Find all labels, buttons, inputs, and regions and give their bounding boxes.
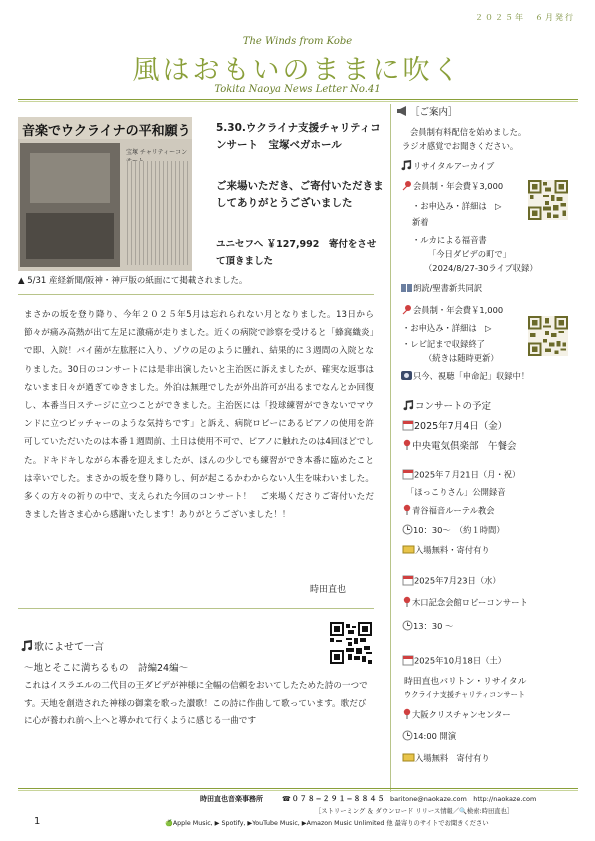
concert-4-subtitle: ウクライナ支援チャリティコンサート bbox=[404, 690, 526, 699]
footer-divider bbox=[18, 788, 578, 789]
book-icon bbox=[400, 283, 413, 295]
archive-new: 新着 bbox=[412, 217, 429, 227]
concert-photo bbox=[20, 143, 120, 267]
concert-2-venue-text: 青谷福音ルーテル教会 bbox=[412, 505, 495, 516]
concert-4-time-text: 14:00 開演 bbox=[413, 731, 457, 741]
poem-body: これはイスラエルの二代目の王ダビデが神様に全幅の信頼をおいてしたためた詩の一つです。天地を創造された神様の御業を歌った讃歌！この詩に作曲して歌っています。歌だびに心が養われ前へ上へと導かれて行くように感じる一曲です bbox=[24, 681, 368, 726]
event-thanks: ご来場いただき、ご寄付いただきましてありがとうございました bbox=[216, 180, 384, 209]
poem-title: 〜地とそこに満ちるもの 詩編24編〜 bbox=[24, 663, 189, 674]
calendar-icon bbox=[402, 419, 414, 434]
pin-icon bbox=[402, 708, 412, 722]
concert-2-fee-text: 入場無料・寄付有り bbox=[415, 545, 490, 555]
footer-streaming-info: ［ストリーミング ＆ ダウンロード リリース情報／🔍検索:時田直也］ bbox=[315, 808, 514, 815]
calendar-icon bbox=[402, 574, 414, 588]
photo-caption: ▲ 5/31 産経新聞/阪神・神戸版の紙面にて掲載されました。 bbox=[18, 276, 248, 286]
archive-fee bbox=[402, 180, 503, 193]
archive-fee-text: 会員制・年会費￥3,000 bbox=[413, 181, 504, 191]
concert-2-fee bbox=[402, 544, 490, 556]
pushpin-icon bbox=[402, 304, 413, 317]
header-divider-light bbox=[18, 101, 578, 102]
reading-heading-text: 朗読/聖書新共同訳 bbox=[413, 283, 483, 293]
concert-4-venue bbox=[402, 708, 511, 722]
concert-4-fee bbox=[402, 752, 490, 764]
archive-qr-code-icon[interactable] bbox=[528, 180, 568, 220]
info-line-1: 会員制有料配信を始めました。 bbox=[410, 127, 527, 137]
calendar-icon bbox=[402, 654, 414, 668]
page-number: 1 bbox=[34, 816, 41, 827]
calendar-icon bbox=[402, 468, 414, 482]
reading-qr-code-icon[interactable] bbox=[528, 316, 568, 356]
issue-date: ２０２５年 ６月発行 bbox=[475, 13, 575, 22]
reading-fee-text: 会員制・年会費￥1,000 bbox=[413, 305, 504, 315]
header-divider bbox=[18, 99, 578, 100]
ticket-icon bbox=[402, 545, 415, 556]
music-note-icon bbox=[20, 640, 34, 655]
concert-4-date bbox=[402, 654, 506, 668]
ticket-icon bbox=[402, 753, 415, 764]
masthead-subtitle-top: The Winds from Kobe bbox=[242, 36, 353, 47]
concert-4-date-text: 2025年10月18日（土） bbox=[414, 655, 507, 666]
info-line-2: ラジオ感覚でお聞きください。 bbox=[402, 141, 519, 151]
pin-icon bbox=[402, 596, 412, 610]
clock-icon bbox=[402, 730, 413, 743]
concert-3-venue bbox=[402, 596, 528, 610]
reading-heading bbox=[400, 282, 482, 295]
concert-1-venue bbox=[402, 438, 517, 454]
concert-3-time bbox=[402, 620, 453, 633]
video-note-text: 只今、視聴「申命記」収録中！ bbox=[413, 371, 530, 381]
concert-1-venue-text: 中央電気倶楽部 午餐会 bbox=[412, 441, 517, 452]
footer-phone: ☎０７８−２９１−８８４５ bbox=[282, 795, 386, 803]
concert-2-venue bbox=[402, 504, 495, 518]
video-icon bbox=[400, 370, 413, 383]
concert-4-time bbox=[402, 730, 456, 743]
info-heading-text: ［ご案内］ bbox=[410, 107, 458, 118]
concert-2-title: 「ほっこりさん」公開録音 bbox=[406, 487, 506, 497]
concert-4-fee-text: 入場無料 寄付有り bbox=[415, 753, 490, 763]
clipping-headline: 音楽でウクライナの平和願う bbox=[22, 124, 191, 139]
archive-item-2: 「今日ダビデの町で」 bbox=[428, 249, 511, 259]
archive-item-3: （2024/8/27-30ライブ収録） bbox=[424, 263, 538, 273]
poem-qr-code-icon[interactable] bbox=[330, 622, 372, 664]
pin-icon bbox=[402, 439, 412, 454]
concert-4-title: 時田直也バリトン・リサイタル bbox=[404, 677, 527, 687]
archive-heading bbox=[400, 160, 494, 173]
clock-icon bbox=[402, 524, 413, 537]
footer-streaming-services: 🍏Apple Music, ▶ Spotify, ▶YouTube Music, ▶Amazon Music Unlimited 他 最寄りのサイトでお聞きください bbox=[165, 820, 489, 827]
archive-heading-text: リサイタルアーカイブ bbox=[413, 161, 495, 171]
event-donation: ユニセフへ ￥127,992 寄付をさせて頂きました bbox=[216, 239, 377, 267]
masthead-subtitle-bottom: Tokita Naoya News Letter No.41 bbox=[214, 84, 381, 95]
reading-apply[interactable]: ・お申込み・詳細は ▷ bbox=[402, 323, 492, 333]
article-divider bbox=[18, 294, 374, 295]
concert-heading-text: コンサートの予定 bbox=[415, 401, 492, 412]
poem-heading-text: 歌によせて一言 bbox=[34, 642, 104, 653]
concert-2-time-text: 10：30〜 （約１時間） bbox=[413, 525, 505, 535]
concert-3-date bbox=[402, 574, 501, 588]
concert-2-date bbox=[402, 468, 520, 482]
newspaper-clipping-photo bbox=[18, 117, 192, 271]
clipping-subcaption: 宝塚 チャリティーコン bbox=[126, 149, 188, 156]
archive-apply[interactable]: ・お申込み・詳細は ▷ bbox=[412, 201, 502, 211]
music-note-icon bbox=[400, 160, 413, 173]
footer-office-name: 時田直也音楽事務所 bbox=[200, 795, 263, 803]
clock-icon bbox=[402, 620, 413, 633]
event-title: 5.30.ウクライナ支援チャリティコンサート 宝塚ベガホール bbox=[216, 122, 381, 151]
concert-heading bbox=[402, 398, 491, 414]
reading-item-1: ・レビ記まで収録終了 bbox=[402, 339, 485, 349]
footer-email-url[interactable]: baritone@naokaze.com http://naokaze.com bbox=[390, 795, 537, 803]
concert-4-venue-text: 大阪クリスチャンセンター bbox=[412, 709, 511, 720]
pushpin-icon bbox=[402, 180, 413, 193]
concert-3-time-text: 13：30 〜 bbox=[413, 621, 454, 631]
article-body: まさかの坂を登り降り、今年２０２５年5月は忘れられない月となりました。13日から節々が痛み高熱が出て左足に激痛が走りました。近くの病院で診察を受けると「蜂窩織炎」で即、入院！バイ菌が左肱脛に入り、ゾウの足のように腫れ、結果的に３週間の入院となりました。30日のコンサートには是非出演したいと主治医に訴えましたが、確実な返事はないまま日々が過ぎてゆきました。外泊は無理でしたが外出許可が出るまでなんとか回復し、本番当日ステージに立つことができました。主治医には「投球練習ができないでマウンドに立つピッチャーのような気持ちです」と訴え、病院ロビーにあるピアノの使用を許可していただいたのは本番１週間前、土日は使用不可で、ピアノに触れたのは4回ほどでした。ドキドキしながら本番を迎えましたが、ほんの少しでも練習ができ本番に臨めたことは幸いでした。まさかの坂を登り降りし、何が起こるかわからない人生を味わいました。多くの方々の祈りの中で、支えられた今回のコンサート！ ご来場くださりご寄付いただきました皆さま心から感謝いたします！ありがとうございました！！ bbox=[24, 310, 374, 521]
archive-item-1: ・ルカによる福音書 bbox=[412, 235, 487, 245]
poem-heading bbox=[20, 638, 104, 655]
concert-1-date-text: 2025年7月4日（金） bbox=[414, 421, 508, 432]
article-signature: 時田直也 bbox=[310, 585, 347, 595]
megaphone-icon bbox=[396, 105, 410, 120]
concert-1-date bbox=[402, 418, 507, 434]
poem-divider bbox=[18, 608, 374, 609]
reading-item-2: （続きは随時更新） bbox=[424, 353, 499, 363]
video-note bbox=[400, 370, 529, 383]
sidebar-divider bbox=[390, 104, 391, 792]
concert-3-date-text: 2025年7月23日（水） bbox=[414, 575, 501, 586]
reading-fee bbox=[402, 304, 503, 317]
footer-divider-light bbox=[18, 790, 578, 791]
clipping-text-columns bbox=[124, 161, 188, 265]
pin-icon bbox=[402, 504, 412, 518]
music-note-icon bbox=[402, 400, 415, 414]
info-heading bbox=[396, 104, 458, 120]
concert-2-time bbox=[402, 524, 505, 537]
masthead-title: 風はおもいのままに吹く bbox=[132, 55, 463, 86]
concert-3-venue-text: 木口記念会館ロビーコンサート bbox=[412, 597, 528, 608]
concert-2-date-text: 2025年７月21日（月・祝） bbox=[414, 469, 521, 480]
